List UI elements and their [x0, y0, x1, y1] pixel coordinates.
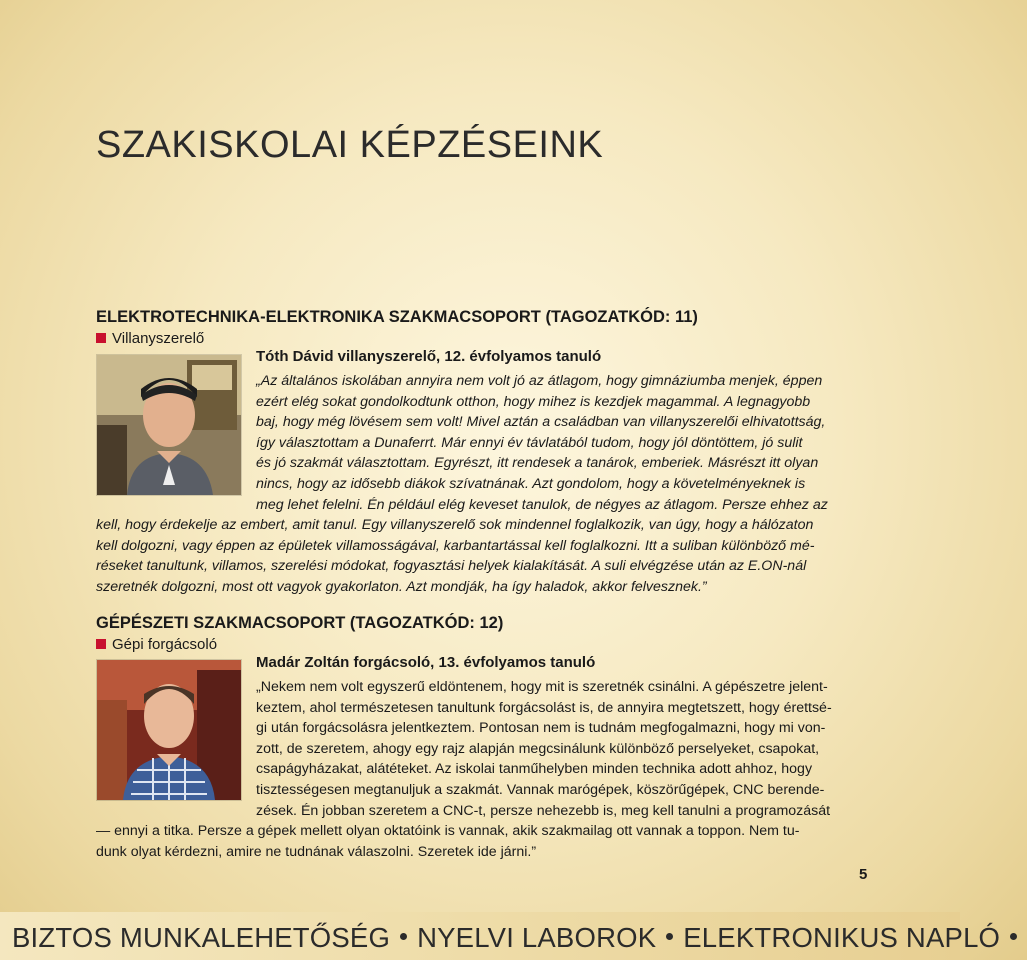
page-number: 5 [859, 866, 868, 883]
quote-1-part-b [96, 515, 866, 597]
quote-line: „Az általános iskolában annyira nem volt jó az átlagom, hogy gimnáziumba menjek, éppen [256, 373, 823, 389]
quote-line: csapágyházakat, alátéteket. Az iskolai tanműhelyben minden technika adott ahhoz, hogy [256, 761, 813, 778]
bullet-icon [96, 333, 106, 343]
quote-line: „Nekem nem volt egyszerű eldöntenem, hogy mit is szeretnék csinálni. A gépészetre jelent- [256, 679, 828, 695]
section-heading-mechanical: GÉPÉSZETI SZAKMACSOPORT (TAGOZATKÓD: 12) [96, 614, 504, 632]
quote-line: — ennyi a titka. Persze a gépek mellett olyan oktatóink is vannak, akik szakmailag ott vannak a toppon. Nem tu- [96, 823, 800, 839]
quote-line: ezért elég sokat gondolkodtunk otthon, hogy mihez is kezdjek magammal. A legnagyobb [256, 393, 811, 410]
quote-line: kell, hogy érdekelje az embert, amit tanul. Egy villanyszerelő sok mindennel foglalkozik, van úgy, hogy a hálózaton [96, 517, 814, 533]
page-title: SZAKISKOLAI KÉPZÉSEINK [96, 124, 604, 166]
footer-slogan [12, 922, 1027, 954]
footer-item: NYELVI LABOROK [417, 922, 657, 953]
quote-line: és jó szakmát választottam. Egyrészt, itt rendesek a tanárok, emberiek. Másrészt itt olyan [256, 455, 819, 472]
photo-toth-david [97, 355, 241, 495]
profession-electrician: Villanyszerelő [96, 330, 204, 347]
quote-line: zések. Én jobban szeretem a CNC-t, persze nehezebb is, meg kell tanulni a programozását [256, 802, 831, 819]
student-name-2: Madár Zoltán forgácsoló, 13. évfolyamos tanuló [256, 654, 596, 671]
quote-line: meg lehet felelni. Én például elég keveset tanulok, de négyes az átlagom. Persze ehhez az [256, 496, 828, 513]
quote-line: zott, de szeretem, ahogy egy rajz alapján megcsinálunk különböző perselyeket, csapokat, [256, 740, 820, 757]
quote-line: szeretnék dolgozni, most ott vagyok gyakorlaton. Azt mondják, ha így haladok, akkor felvesznek.” [96, 578, 707, 595]
quote-line: gi után forgácsolásra jelentkeztem. Pontosan nem is tudnám megfogalmazni, hogy mi von- [256, 720, 826, 737]
quote-line: keztem, ahol természetesen tanultunk forgácsolást is, de annyira megtetszett, hogy érettsé- [256, 699, 832, 716]
quote-line: dunk olyat kérdezni, amire ne tudnának válaszolni. Szeretek ide járni.” [96, 843, 537, 860]
bullet-icon [96, 639, 106, 649]
section-heading-electrotechnics: ELEKTROTECHNIKA-ELEKTRONIKA SZAKMACSOPORT (TAGOZATKÓD: 11) [96, 308, 698, 326]
quote-2-part-b [96, 821, 866, 862]
quote-line: nincs, hogy az idősebb diákok szívatnának. Azt gondolom, hogy a követelményeknek is [256, 475, 806, 492]
separator-dot-icon [400, 933, 407, 940]
quote-2-part-a [256, 677, 866, 821]
quote-line: réseket tanultunk, villamos, szerelési módokat, fogyasztási helyek kialakítását. A suli elvégzése után az E.ON-nál [96, 558, 807, 575]
footer-item: BIZTOS MUNKALEHETŐSÉG [12, 922, 391, 953]
quote-line: baj, hogy még lövésem sem volt! Mivel aztán a családban van villanyszerelői elhivatottság, [256, 414, 826, 431]
photo-madar-zoltan [97, 660, 241, 800]
quote-line: így választottam a Dunaferrt. Már ennyi év távlatából tudom, hogy jól döntöttem, jó sulit [256, 434, 803, 451]
profession-machinist: Gépi forgácsoló [96, 636, 217, 653]
quote-line: kell dolgozni, vagy éppen az épületek villamosságával, karbantartással kell foglalkozni. Itt a suliban különböző mé- [96, 537, 815, 554]
quote-line: tisztességesen megtanuljuk a szakmát. Vannak marógépek, köszörűgépek, CNC berende- [256, 781, 825, 798]
quote-1-part-a [256, 371, 866, 515]
student-name-1: Tóth Dávid villanyszerelő, 12. évfolyamos tanuló [256, 348, 602, 365]
footer-item: ELEKTRONIKUS NAPLÓ [683, 922, 1001, 953]
separator-dot-icon [1010, 933, 1017, 940]
separator-dot-icon [666, 933, 673, 940]
